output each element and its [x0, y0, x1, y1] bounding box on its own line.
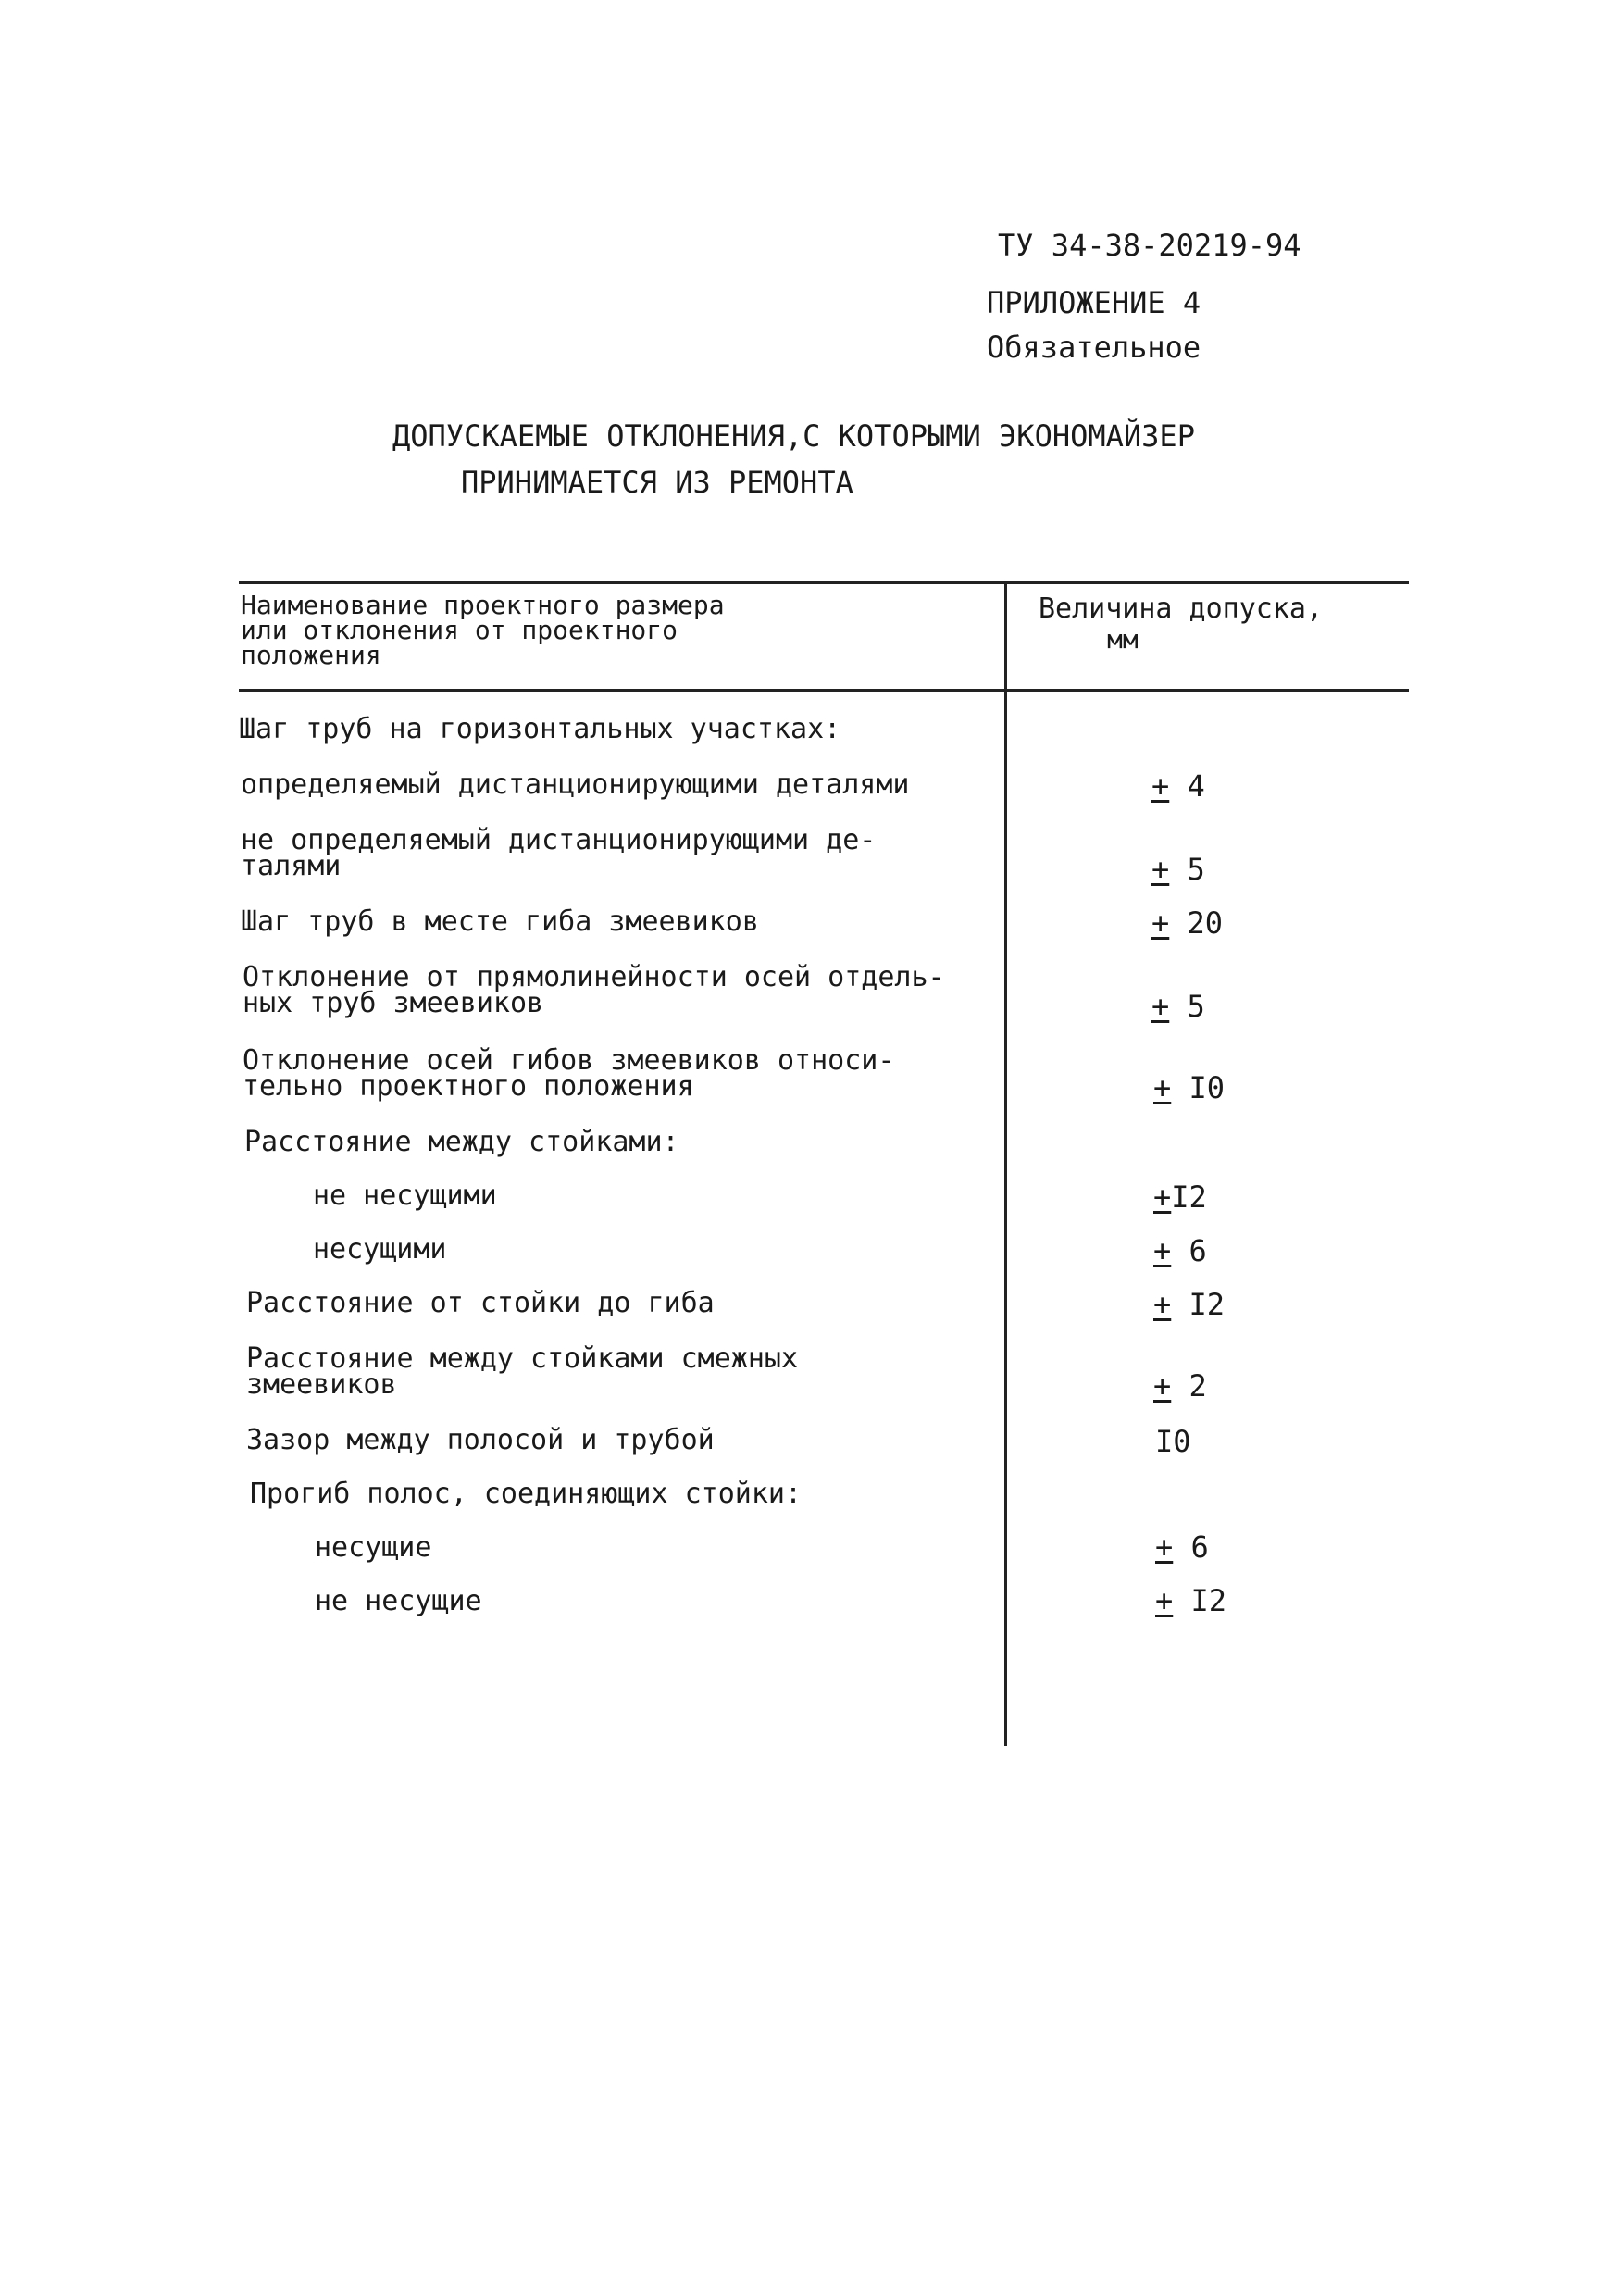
- appendix-label: ПРИЛОЖЕНИЕ 4: [987, 285, 1201, 320]
- plus-minus-sign: +: [1151, 852, 1170, 887]
- table-row-label: Отклонение от прямолинейности осей отдель- ных труб змеевиков: [243, 961, 945, 1019]
- plus-minus-sign: +: [1153, 1233, 1172, 1268]
- table-row-value: [1153, 1368, 1207, 1404]
- table-header-unit: мм: [1107, 624, 1139, 655]
- document-title-line-1: ДОПУСКАЕМЫЕ ОТКЛОНЕНИЯ,С КОТОРЫМИ ЭКОНОМАЙЗЕР: [392, 418, 1195, 454]
- table-row-label: не определяемый дистанционирующими де- талями: [241, 824, 877, 882]
- table-row-label: Отклонение осей гибов змеевиков относи- тельно проектного положения: [243, 1044, 895, 1103]
- table-row-label: Шаг труб в месте гиба змеевиков: [241, 905, 759, 938]
- tolerance-value: I2: [1173, 1583, 1227, 1618]
- plus-minus-sign: +: [1153, 1179, 1172, 1215]
- table-row-value: [1155, 1529, 1209, 1565]
- table-row-label: не несущими: [313, 1179, 497, 1212]
- tolerance-value: 4: [1169, 768, 1205, 804]
- table-row-label: определяемый дистанционирующими деталями: [241, 768, 910, 801]
- plus-minus-sign: +: [1153, 1368, 1172, 1404]
- tolerance-value: 5: [1169, 852, 1205, 887]
- table-row-label: несущие: [315, 1531, 432, 1564]
- table-row-label: Зазор между полосой и трубой: [246, 1424, 715, 1456]
- tolerance-value: 6: [1171, 1233, 1207, 1268]
- table-column-divider: [1004, 581, 1007, 1746]
- table-row-value: [1153, 1070, 1225, 1105]
- document-code: ТУ 34-38-20219-94: [998, 228, 1301, 263]
- table-row-label: Шаг труб на горизонтальных участках:: [239, 713, 841, 745]
- tolerance-value: 2: [1171, 1368, 1207, 1404]
- table-row-label: Расстояние между стойками смежных змеевиков: [246, 1342, 799, 1401]
- table-row-value: [1155, 1424, 1191, 1459]
- table-row-value: [1151, 989, 1205, 1024]
- table-row-label: не несущие: [315, 1585, 482, 1617]
- tolerance-value: I2: [1171, 1179, 1207, 1215]
- plus-minus-sign: +: [1151, 989, 1170, 1024]
- tolerance-value: I2: [1171, 1287, 1226, 1322]
- plus-minus-sign: +: [1151, 768, 1170, 804]
- table-row-value: [1153, 1233, 1207, 1268]
- document-title-line-2: ПРИНИМАЕТСЯ ИЗ РЕМОНТА: [461, 465, 853, 500]
- tolerance-value: 5: [1169, 989, 1205, 1024]
- plus-minus-sign: +: [1153, 1070, 1172, 1105]
- table-row-label: Прогиб полос, соединяющих стойки:: [250, 1478, 803, 1510]
- appendix-status: Обязательное: [987, 330, 1201, 365]
- table-row-value: [1153, 1287, 1225, 1322]
- plus-minus-sign: +: [1155, 1529, 1174, 1565]
- table-row-value: [1155, 1583, 1226, 1618]
- table-top-rule: [239, 581, 1409, 584]
- table-row-value: [1151, 852, 1205, 887]
- plus-minus-sign: +: [1151, 905, 1170, 941]
- table-header-tolerance-column: Величина допуска,: [1039, 593, 1324, 625]
- table-row-value: [1153, 1179, 1207, 1215]
- table-row-value: [1151, 905, 1223, 941]
- tolerance-value: 20: [1169, 905, 1224, 941]
- tolerance-value: I0: [1171, 1070, 1226, 1105]
- table-row-label: несущими: [313, 1233, 447, 1266]
- table-row-label: Расстояние между стойками:: [244, 1126, 679, 1158]
- plus-minus-sign: +: [1155, 1583, 1174, 1618]
- table-header-rule: [239, 689, 1409, 692]
- tolerance-value: I0: [1155, 1424, 1191, 1459]
- table-header-name-column: Наименование проектного размера или отклонения от проектного положения: [241, 590, 725, 670]
- tolerance-value: 6: [1173, 1529, 1209, 1565]
- table-row-label: Расстояние от стойки до гиба: [246, 1287, 715, 1319]
- plus-minus-sign: +: [1153, 1287, 1172, 1322]
- table-row-value: [1151, 768, 1205, 804]
